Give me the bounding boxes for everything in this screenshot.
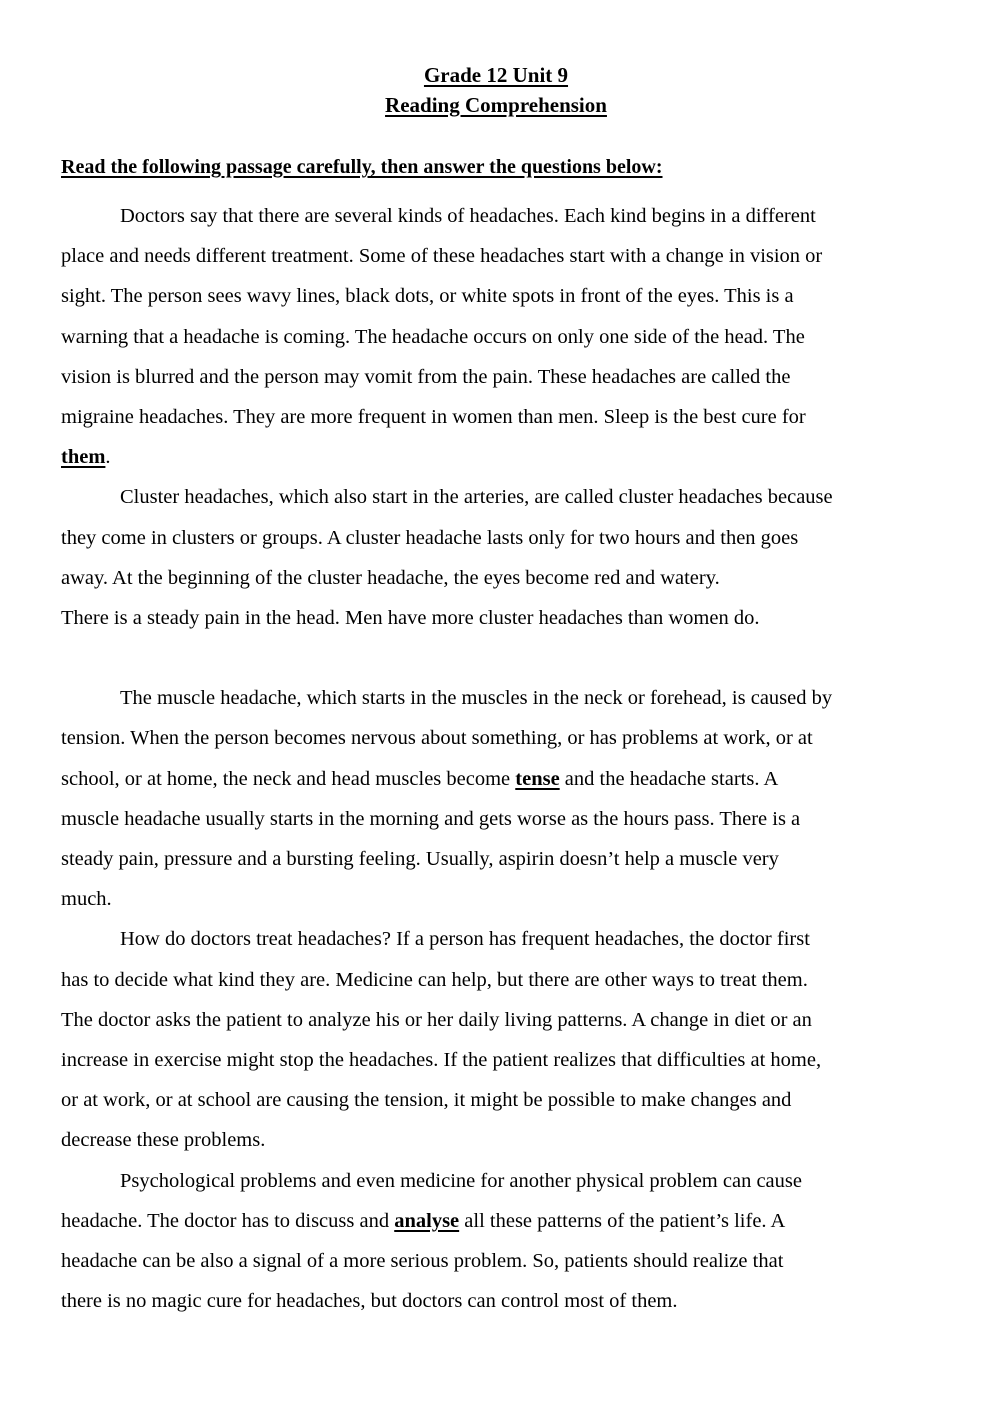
passage-line: there is no magic cure for headaches, but doctors can control most of them. bbox=[61, 1290, 678, 1313]
passage-line bbox=[61, 437, 937, 477]
keyword-tense: tense bbox=[515, 767, 560, 790]
passage-line: much. bbox=[61, 888, 112, 911]
instruction-heading: Read the following passage carefully, then answer the questions below: bbox=[61, 156, 663, 178]
paragraph-psychological bbox=[61, 1161, 937, 1322]
reading-passage bbox=[61, 196, 937, 1321]
paragraph-migraine bbox=[61, 196, 937, 477]
passage-line: There is a steady pain in the head. Men have more cluster headaches than women do. bbox=[61, 606, 760, 629]
passage-line: place and needs different treatment. Some of these headaches start with a change in vision or bbox=[61, 245, 823, 268]
line-segment: school, or at home, the neck and head muscles become bbox=[61, 767, 516, 790]
passage-line: vision is blurred and the person may vomit from the pain. These headaches are called the bbox=[61, 365, 791, 388]
passage-line: The doctor asks the patient to analyze his or her daily living patterns. A change in diet or an bbox=[61, 1008, 812, 1031]
passage-line bbox=[61, 759, 937, 799]
passage-line: Doctors say that there are several kinds of headaches. Each kind begins in a different bbox=[120, 205, 816, 227]
line-segment: and the headache starts. A bbox=[559, 767, 779, 790]
paragraph-treatment bbox=[61, 919, 937, 1160]
passage-line: warning that a headache is coming. The headache occurs on only one side of the head. The bbox=[61, 325, 805, 348]
paragraph-muscle bbox=[61, 678, 937, 919]
passage-line: Psychological problems and even medicine for another physical problem can cause bbox=[120, 1169, 802, 1192]
passage-line: tension. When the person becomes nervous about something, or has problems at work, or at bbox=[61, 727, 813, 750]
passage-line: migraine headaches. They are more frequent in women than men. Sleep is the best cure for bbox=[61, 405, 806, 428]
passage-line: The muscle headache, which starts in the muscles in the neck or forehead, is caused by bbox=[120, 687, 833, 710]
passage-line: sight. The person sees wavy lines, black dots, or white spots in front of the eyes. This is a bbox=[61, 285, 794, 308]
line-segment: headache. The doctor has to discuss and bbox=[61, 1209, 395, 1232]
passage-line: How do doctors treat headaches? If a person has frequent headaches, the doctor first bbox=[120, 928, 810, 951]
line-segment: all these patterns of the patient’s life. A bbox=[459, 1209, 786, 1232]
paragraph-spacer bbox=[61, 638, 937, 678]
passage-line: decrease these problems. bbox=[61, 1129, 266, 1152]
passage-line bbox=[61, 1201, 937, 1241]
passage-line: has to decide what kind they are. Medicine can help, but there are other ways to treat them. bbox=[61, 968, 808, 991]
document-title: Grade 12 Unit 9 bbox=[423, 63, 569, 87]
passage-line: or at work, or at school are causing the tension, it might be possible to make changes and bbox=[61, 1089, 792, 1112]
keyword-them: them bbox=[61, 446, 106, 469]
paragraph-cluster bbox=[61, 477, 937, 638]
sentence-end: . bbox=[105, 446, 111, 469]
passage-line: away. At the beginning of the cluster headache, the eyes become red and watery. bbox=[61, 566, 720, 589]
passage-line: they come in clusters or groups. A cluster headache lasts only for two hours and then goes bbox=[61, 526, 799, 549]
passage-line: muscle headache usually starts in the morning and gets worse as the hours pass. There is a bbox=[61, 807, 801, 830]
passage-line: Cluster headaches, which also start in the arteries, are called cluster headaches because bbox=[120, 486, 833, 509]
document-subtitle: Reading Comprehension bbox=[385, 93, 607, 117]
passage-line: steady pain, pressure and a bursting feeling. Usually, aspirin doesn’t help a muscle very bbox=[61, 848, 779, 870]
keyword-analyse: analyse bbox=[394, 1209, 460, 1232]
passage-line: headache can be also a signal of a more serious problem. So, patients should realize that bbox=[61, 1249, 784, 1272]
passage-line: increase in exercise might stop the headaches. If the patient realizes that difficulties at home, bbox=[61, 1048, 822, 1071]
